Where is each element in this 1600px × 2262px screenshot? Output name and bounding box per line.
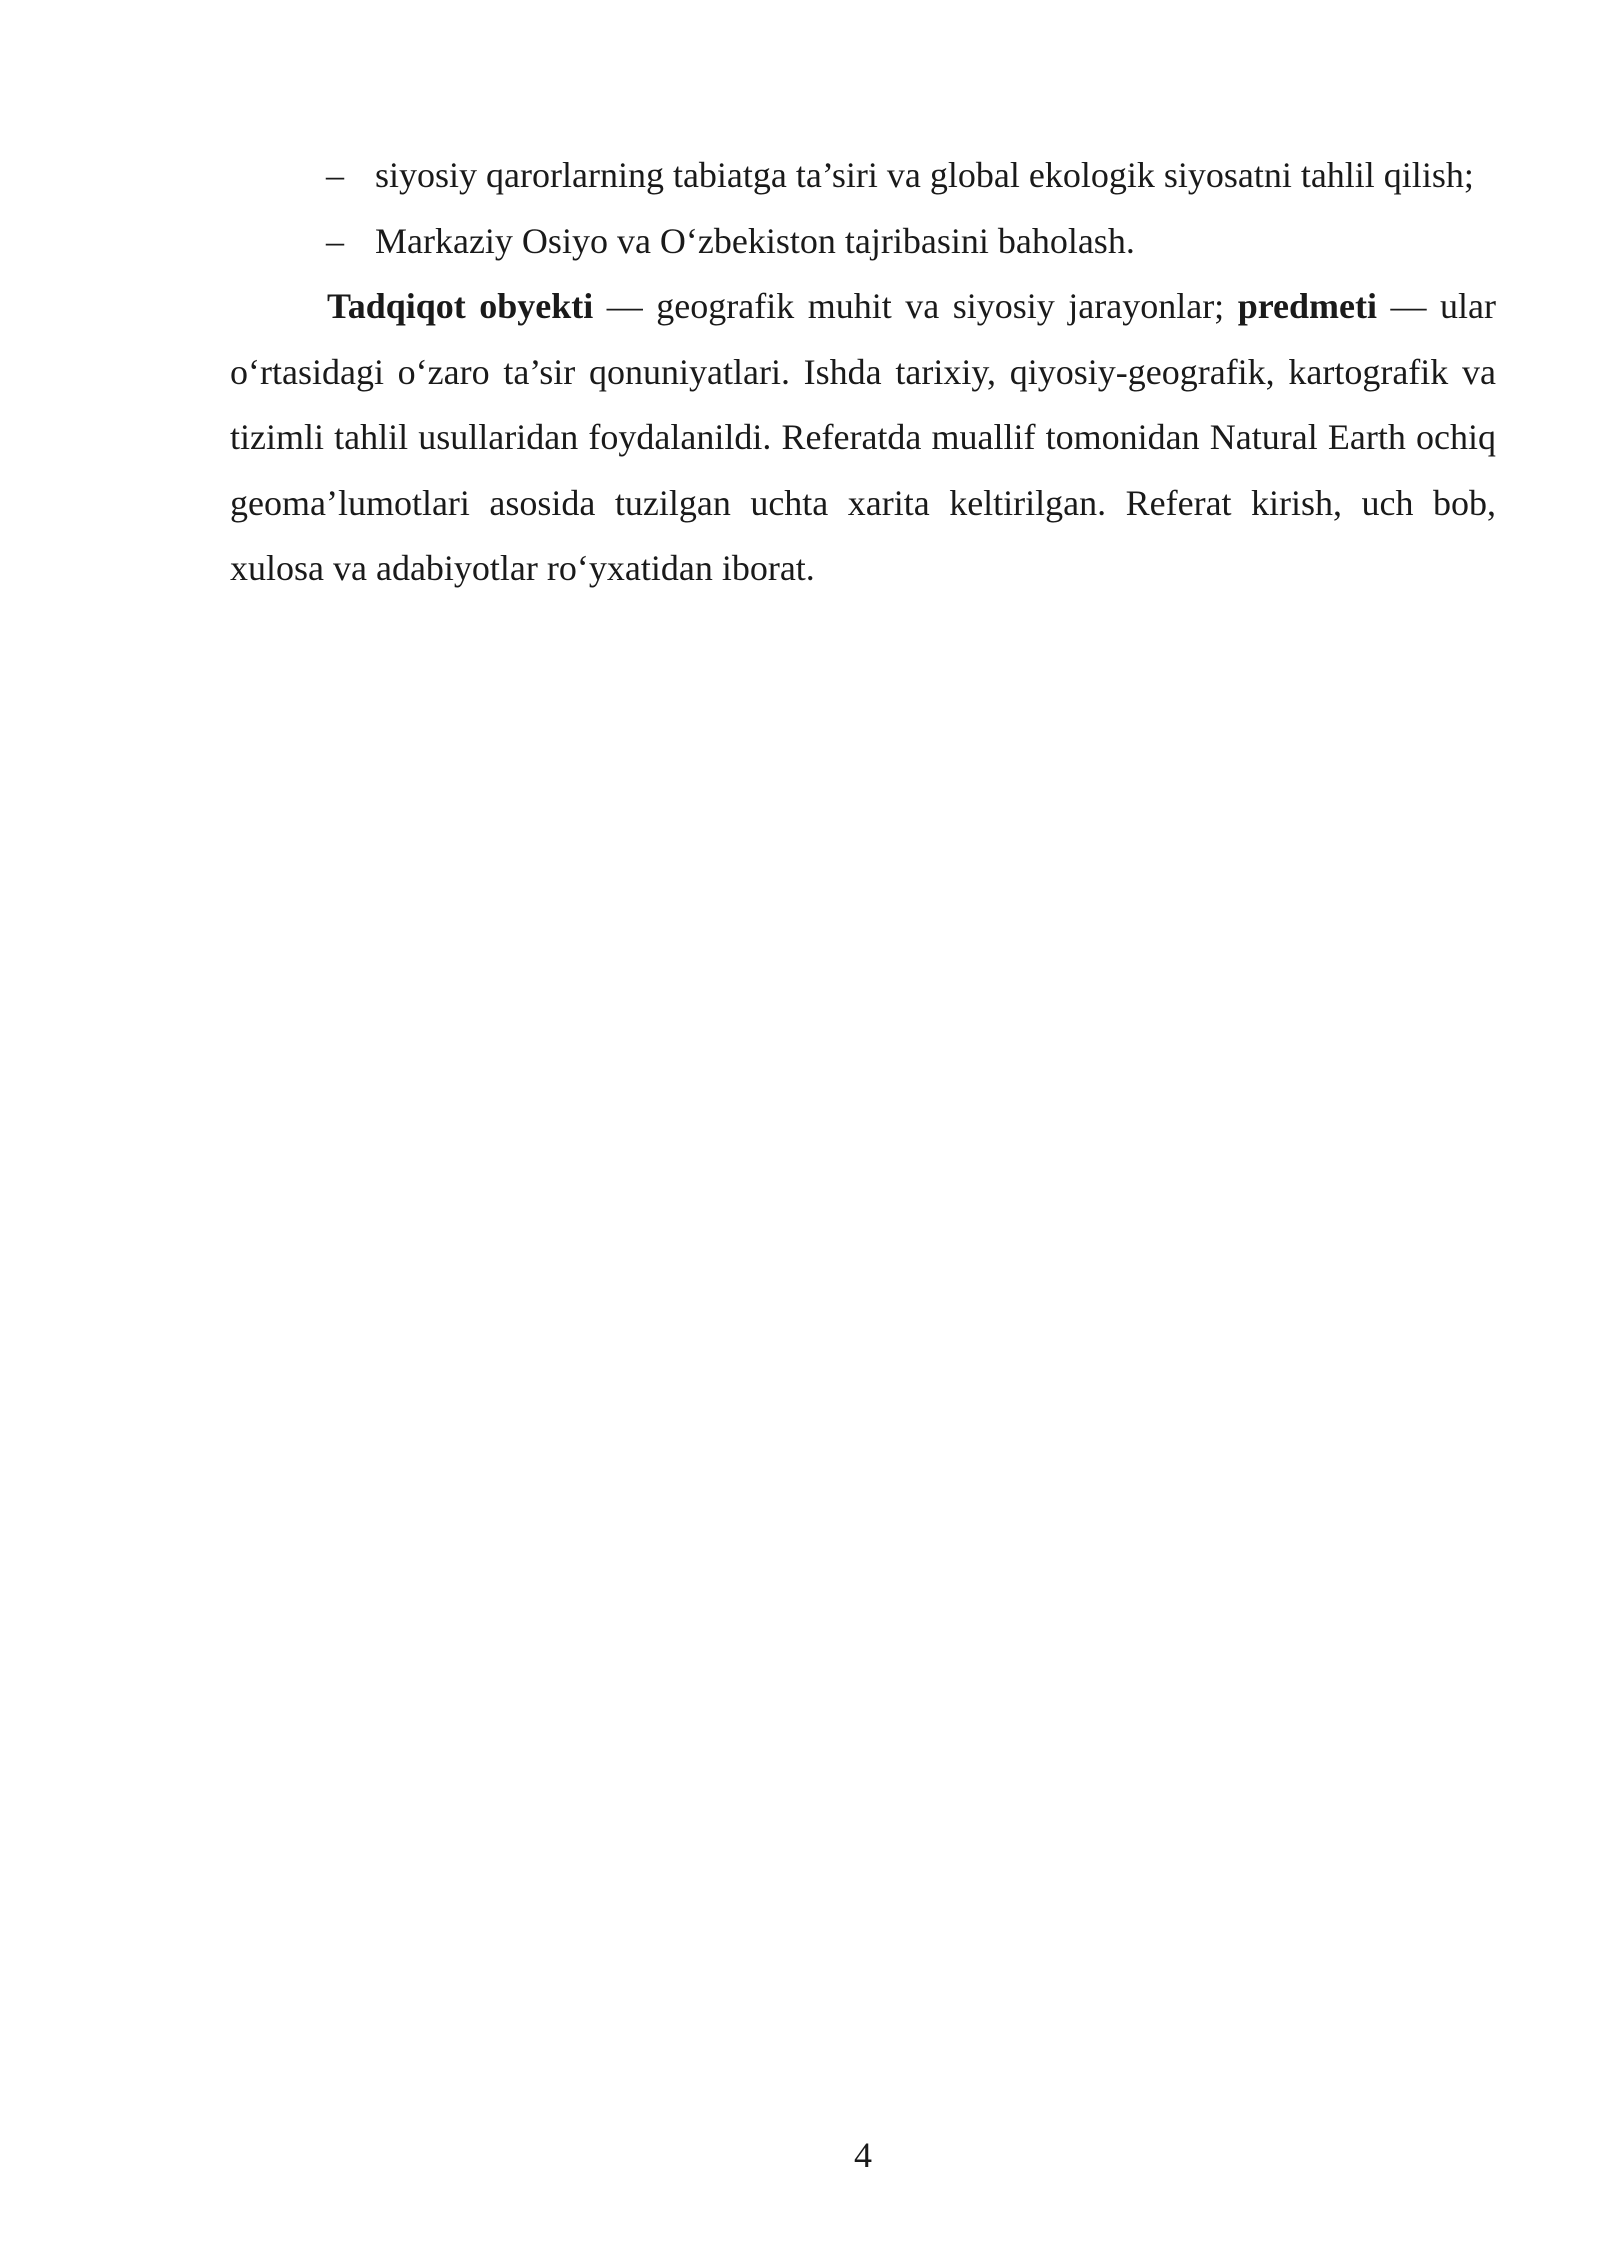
bullet-item — [230, 209, 1496, 275]
research-paragraph — [230, 274, 1496, 602]
bullet-text: Markaziy Osiyo va O‘zbekiston tajribasini baholash. — [375, 220, 1135, 261]
object-term: Tadqiqot obyekti — [327, 286, 594, 326]
subject-term: predmeti — [1237, 286, 1377, 326]
page-content — [230, 143, 1496, 602]
bullet-dash: – — [326, 155, 344, 195]
bullet-text: siyosiy qarorlarning tabiatga ta’siri va global ekologik siyosatni tahlil qilish; — [375, 155, 1474, 195]
object-text: — geografik muhit va siyosiy jarayonlar; — [593, 286, 1238, 326]
bullet-dash: – — [326, 220, 344, 261]
subject-text: — ular o‘rtasidagi o‘zaro ta’sir qonuniyatlari. Ishda tarixiy, qiyosiy-geografik, kartografik va tizimli tahlil usullaridan foydalanildi. Referatda muallif tomonidan Natural Earth ochiq geoma’lumotlari asosida tuzilgan uchta xarita keltirilgan. Referat kirish, uch bob, xulosa va adabiyotlar ro‘yxatidan iborat. — [230, 286, 1496, 588]
bullet-item — [230, 143, 1496, 209]
page-number: 4 — [854, 2135, 872, 2175]
